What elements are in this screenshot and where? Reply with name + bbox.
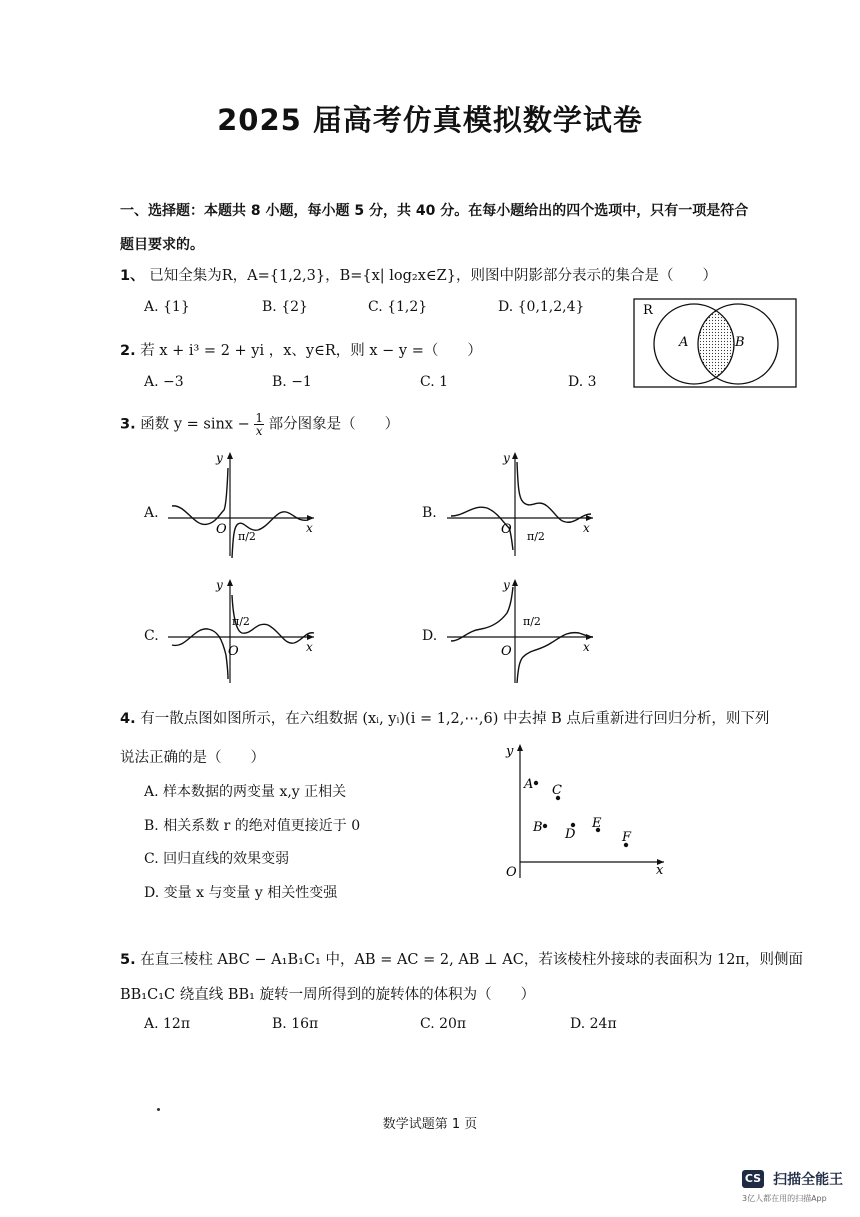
svg-text:π/2: π/2 <box>238 530 256 543</box>
svg-text:x: x <box>656 863 664 878</box>
question-3-fraction <box>254 412 264 437</box>
graph-a-label: A. <box>144 505 159 521</box>
scatter-label-f: F <box>622 830 632 845</box>
q1-option-c: C. {1,2} <box>368 299 428 315</box>
page-footer: 数学试题第 1 页 <box>382 1117 478 1132</box>
svg-text:π/2: π/2 <box>527 530 545 543</box>
q2-option-b: B. −1 <box>272 374 312 390</box>
svg-text:y: y <box>216 451 223 465</box>
q4-option-a: A. 样本数据的两变量 x,y 正相关 <box>144 784 347 800</box>
svg-text:O: O <box>216 522 227 537</box>
question-4-text: 有一散点图如图所示，在六组数据 (xᵢ, yᵢ)(i = 1,2,⋯,6) 中去掉 B 点后重新进行回归分析，则下列 <box>140 711 770 727</box>
svg-text:x: x <box>306 521 313 535</box>
question-3 <box>120 412 399 437</box>
q2-option-a: A. −3 <box>144 374 184 390</box>
venn-label-b: B <box>735 335 745 350</box>
question-1-number: 1、 <box>120 268 145 284</box>
q2-option-c: C. 1 <box>420 374 449 390</box>
question-3-text-pre: 函数 y = sinx − <box>140 416 250 433</box>
scatter-point-a <box>534 781 538 785</box>
question-2-number: 2. <box>120 343 136 359</box>
venn-label-a: A <box>679 335 689 350</box>
fraction-numerator: 1 <box>255 411 263 425</box>
watermark-logo: CS <box>742 1170 764 1188</box>
q1-option-a: A. {1} <box>144 299 190 315</box>
svg-text:O: O <box>501 644 512 659</box>
scatter-point-b <box>543 824 547 828</box>
question-4-number: 4. <box>120 711 136 727</box>
graph-d <box>447 575 597 685</box>
graph-c <box>168 575 318 685</box>
venn-label-r: R <box>643 303 653 318</box>
scanner-watermark <box>742 1168 843 1204</box>
q5-option-a: A. 12π <box>144 1016 191 1032</box>
section-heading-line2: 题目要求的。 <box>120 237 204 253</box>
svg-text:y: y <box>216 578 223 592</box>
question-1-text: 已知全集为R，A={1,2,3}，B={x| log₂x∈Z}，则图中阴影部分表示的集合是（ ） <box>149 268 717 284</box>
scatter-label-d: D <box>565 827 576 842</box>
q4-option-c: C. 回归直线的效果变弱 <box>144 851 290 867</box>
svg-text:x: x <box>583 640 590 654</box>
venn-diagram <box>633 298 797 388</box>
question-4 <box>120 707 769 728</box>
stray-dot <box>157 1108 160 1111</box>
question-4-text-line2: 说法正确的是（ ） <box>120 750 265 766</box>
question-5-number: 5. <box>120 952 136 968</box>
question-5-text: 在直三棱柱 ABC − A₁B₁C₁ 中，AB = AC = 2, AB ⊥ AC，若该棱柱外接球的表面积为 12π，则侧面 <box>140 952 803 968</box>
svg-text:π/2: π/2 <box>523 615 541 628</box>
graph-c-label: C. <box>144 628 159 644</box>
watermark-subtitle: 3亿人都在用的扫描App <box>742 1193 827 1203</box>
question-5-text-line2: BB₁C₁C 绕直线 BB₁ 旋转一周所得到的旋转体的体积为（ ） <box>120 987 536 1003</box>
fraction-denominator: x <box>255 424 263 438</box>
q5-option-d: D. 24π <box>570 1016 617 1032</box>
graph-d-label: D. <box>422 628 438 644</box>
scatter-label-e: E <box>592 816 602 831</box>
section-heading-line1: 一、选择题：本题共 8 小题，每小题 5 分，共 40 分。在每小题给出的四个选项中，只有一项是符合 <box>120 203 749 219</box>
scatter-label-c: C <box>552 783 562 798</box>
q4-option-b: B. 相关系数 r 的绝对值更接近于 0 <box>144 818 361 834</box>
q5-option-b: B. 16π <box>272 1016 319 1032</box>
svg-text:O: O <box>501 522 512 537</box>
svg-text:y: y <box>506 744 514 759</box>
svg-text:π/2: π/2 <box>232 615 250 628</box>
q4-option-d: D. 变量 x 与变量 y 相关性变强 <box>144 885 338 901</box>
graph-b <box>447 448 597 558</box>
question-2-text: 若 x + i³ = 2 + yi ，x、y∈R，则 x − y =（ ） <box>140 343 482 359</box>
svg-text:O: O <box>228 644 239 659</box>
question-3-text-post: 部分图象是（ ） <box>268 416 400 433</box>
q2-option-d: D. 3 <box>568 374 597 390</box>
q1-option-b: B. {2} <box>262 299 308 315</box>
page-title: 2025 届高考仿真模拟数学试卷 <box>217 103 643 137</box>
svg-text:x: x <box>583 521 590 535</box>
q5-option-c: C. 20π <box>420 1016 467 1032</box>
graph-a <box>168 448 318 558</box>
question-5 <box>120 948 803 969</box>
svg-text:y: y <box>503 451 510 465</box>
question-1 <box>120 264 717 285</box>
scatter-label-a: A <box>524 777 534 792</box>
svg-text:O: O <box>506 865 517 880</box>
scatter-plot <box>498 740 668 880</box>
q1-option-d: D. {0,1,2,4} <box>498 299 585 315</box>
question-2 <box>120 339 482 360</box>
graph-b-label: B. <box>422 505 437 521</box>
svg-text:y: y <box>503 578 510 592</box>
svg-text:x: x <box>306 640 313 654</box>
question-3-number: 3. <box>120 416 136 433</box>
watermark-name: 扫描全能王 <box>773 1171 844 1188</box>
scatter-label-b: B <box>533 820 543 835</box>
